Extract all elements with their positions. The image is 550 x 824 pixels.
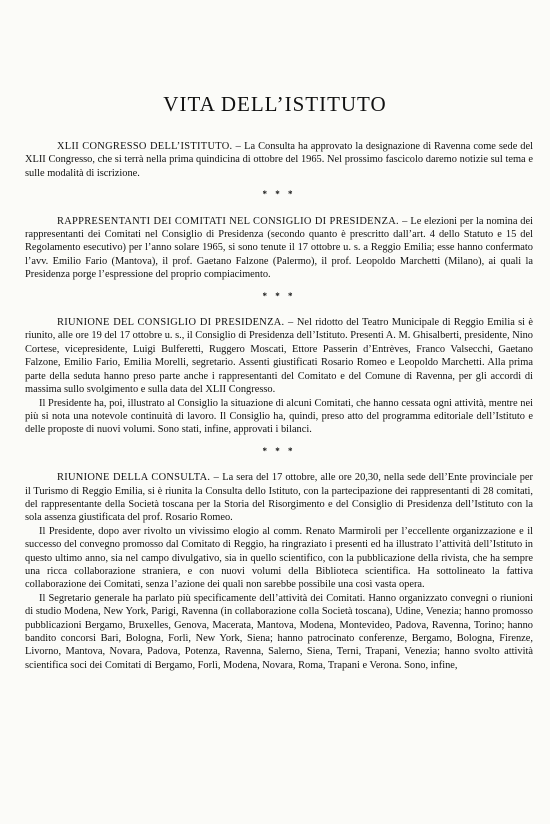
paragraph (25, 316, 533, 396)
paragraph (25, 471, 533, 525)
section-heading: RAPPRESENTANTI DEI COMITATI NEL CONSIGLIO DI PRESIDENZA. – (57, 215, 408, 227)
section-separator: * * * (262, 445, 296, 456)
section-consulta (25, 471, 533, 672)
paragraph-text: Le elezioni per la nomina dei rappresentanti dei Comitati nel Consiglio di Presidenza (secondo quanto è prescritto dall’art. 4 dello Statuto e 15 del Regolamento esecutivo) per l’anno solare 1965, si sono tenute il 17 ottobre u. s. a Reggio Emilia; esse hanno confermato l’avv. Emilio Fario (Mantova), il prof. Gaetano Falzone (Palermo), il prof. Leopoldo Marchetti (Milano), ai quali la Presidenza porge l’espressione del proprio compiacimento. (25, 215, 533, 281)
section-congresso (25, 140, 533, 180)
paragraph: Il Presidente ha, poi, illustrato al Consiglio la situazione di alcuni Comitati, che hanno cessata ogni attività, mentre nei più si nota una notevole continuità di lavoro. Il Consiglio ha, quindi, preso atto del programma editoriale dell’Istituto e delle proposte di nuovi volumi. Sono stati, infine, approvati i bilanci. (25, 397, 533, 436)
page-title: VITA DELL’ISTITUTO (163, 92, 387, 116)
section-separator: * * * (262, 189, 296, 200)
section-consiglio (25, 316, 533, 437)
section-heading: RIUNIONE DEL CONSIGLIO DI PRESIDENZA. – (57, 317, 294, 329)
paragraph-text: La Consulta ha approvato la designazione di Ravenna come sede del XLII Congresso, che si terrà nella prima quindicina di ottobre del 1965. Nel prossimo fascicolo daremo notizie sul tema e sulle modalità di iscrizione. (25, 141, 533, 179)
paragraph-text: Nel ridotto del Teatro Municipale di Reggio Emilia si è riunito, alle ore 19 del 17 ottobre u. s., il Consiglio di Presidenza dell’Istituto. Presenti A. M. Ghisalberti, presidente, Nino Cortese, vicepresidente, Luigi Bulferetti, Ruggero Moscati, Ettore Passerin d’Entrèves, Franco Valsecchi, Gaetano Falzone, Emilio Fario, Emilia Morelli, segretario. Assenti giustificati Rosario Romeo e Leopoldo Marchetti. Alla prima parte della seduta hanno preso parte anche i rappresentanti del Comitato e del Comune di Ravenna, per gli accordi di massima sullo svolgimento e sulla data del XLII Congresso. (25, 317, 533, 396)
paragraph: Il Segretario generale ha parlato più specificamente dell’attività dei Comitati. Hanno organizzato convegni o riunioni di studio Modena, New York, Parigi, Ravenna (in collaborazione colla Società toscana), Udine, Venezia; hanno promosso pubblicazioni Bergamo, Bruxelles, Genova, Macerata, Mantova, Modena, Montevideo, Padova, Ravenna, Torino; hanno bandito concorsi Bari, Bologna, Forlì, New York, Siena; hanno patrocinato conferenze, Bergamo, Bologna, Firenze, Livorno, Mantova, Novara, Padova, Potenza, Ravenna, Salerno, Siena, Terni, Trapani, Venezia; hanno svolto attività scientifica soci dei Comitati di Bergamo, Forlì, Modena, Novara, Roma, Trapani e Verona. Sono, infine, (25, 592, 533, 671)
paragraph (25, 215, 533, 282)
section-heading: XLII CONGRESSO DELL’ISTITUTO. – (57, 141, 242, 152)
section-heading: RIUNIONE DELLA CONSULTA. – (57, 472, 220, 484)
paragraph (25, 140, 533, 180)
section-rappresentanti (25, 215, 533, 282)
document-body (25, 140, 533, 680)
section-separator: * * * (262, 290, 296, 301)
paragraph-text: La sera del 17 ottobre, alle ore 20,30, nella sede dell’Ente provinciale per il Turismo di Reggio Emilia, si è riunita la Consulta dello Istituto, con la partecipazione dei rappresentanti di 28 comitati, del rappresentante della Società toscana per la Storia del Risorgimento e del Consiglio di Presidenza dell’Istituto con la sola assenza giustificata del prof. Rosario Romeo. (25, 472, 533, 524)
paragraph: Il Presidente, dopo aver rivolto un vivissimo elogio al comm. Renato Marmiroli per l’eccellente organizzazione e il successo del convegno promosso dal Comitato di Reggio, ha ringraziato i presenti ed ha illustrato l’attività dell’Istituto in questo ultimo anno, sia nel campo divulgativo, sia in quello scientifico, con la pubblicazione della rivista, che ha sempre una ricca collaborazione straniera, e con nuovi volumi della Biblioteca scientifica. Ha sottolineato la fattiva collaborazione dei Comitati, senza l’azione dei quali non sarebbe possibile una così vasta opera. (25, 525, 533, 591)
